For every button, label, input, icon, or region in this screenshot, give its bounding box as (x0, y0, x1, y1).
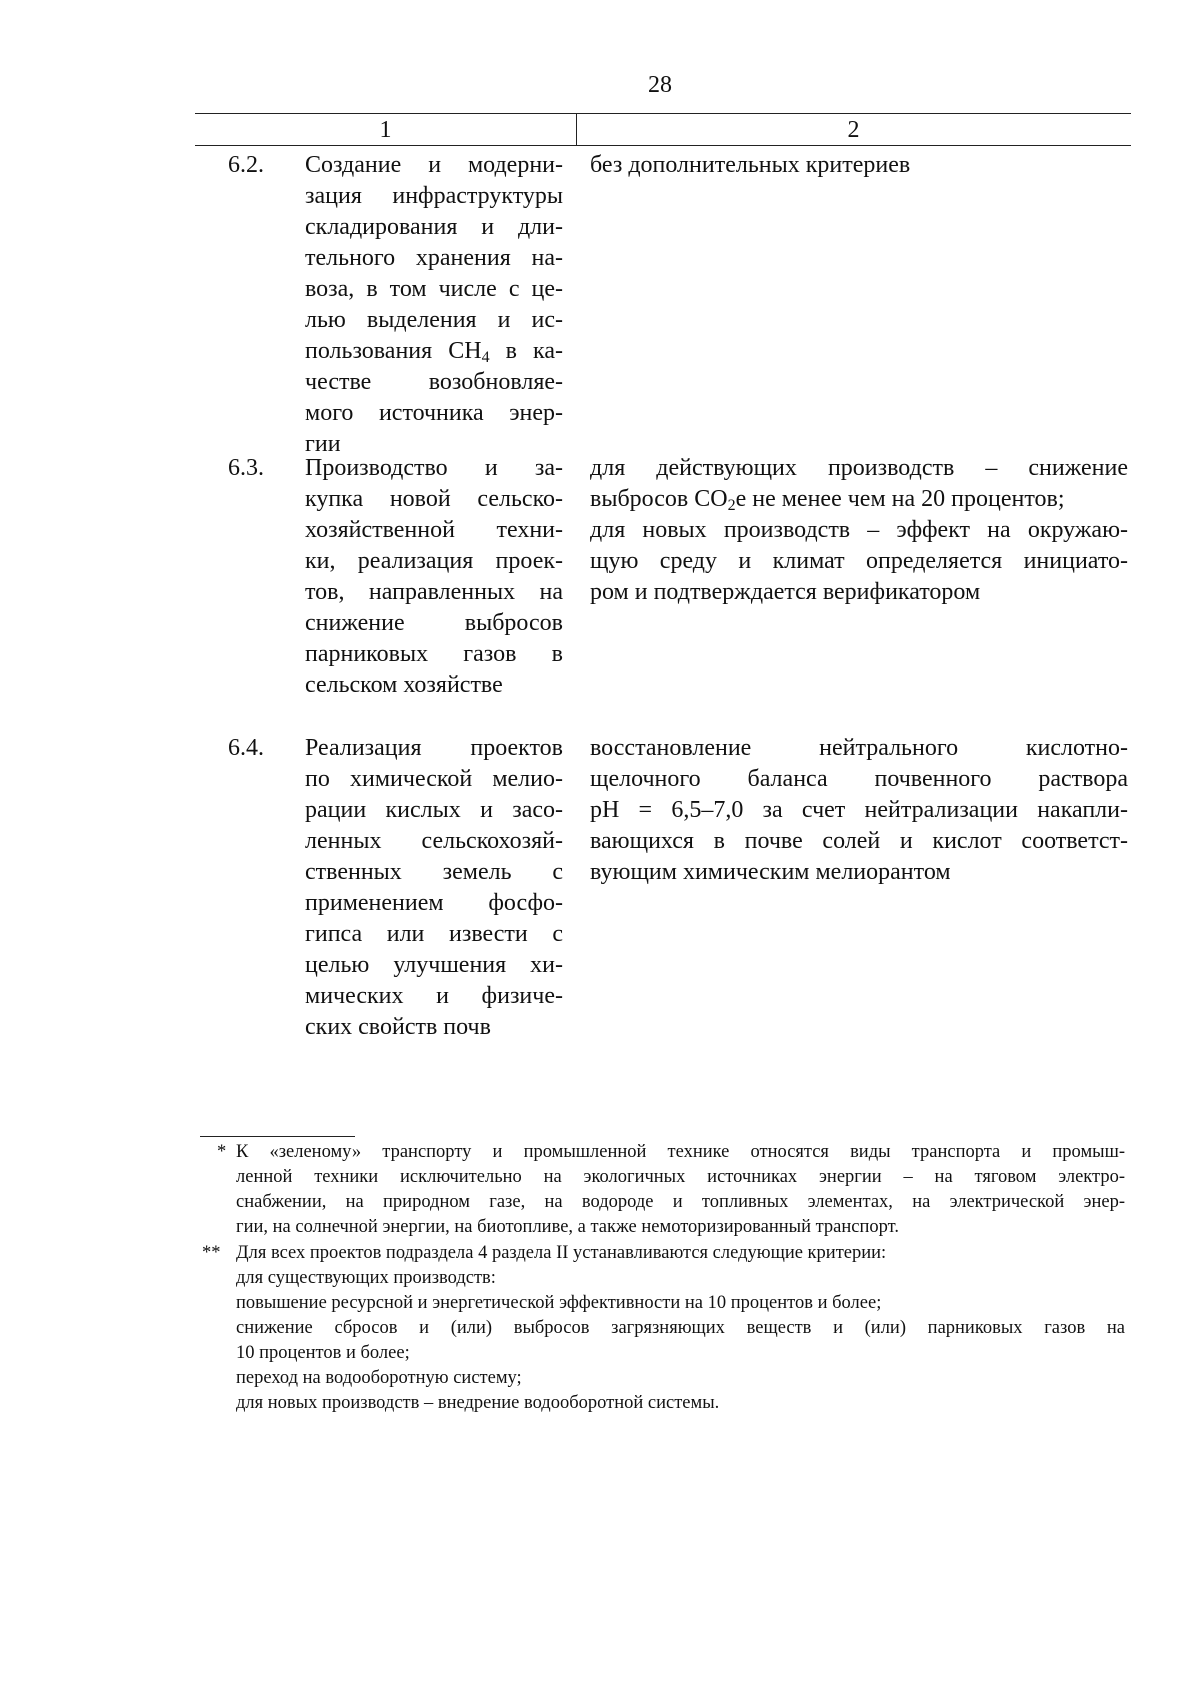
text-line: тельного хранения на- (305, 245, 563, 271)
row-number: 6.3. (228, 455, 264, 481)
text-line: снижение выбросов (305, 610, 563, 636)
text-line: рации кислых и засо- (305, 797, 563, 823)
footnote-text (236, 1140, 1125, 1240)
row-number: 6.2. (228, 152, 264, 178)
text-line: ром и подтверждается верификатором (590, 579, 981, 605)
text-line: Для всех проектов подраздела 4 раздела II устанавливаются следующие критерии: (236, 1243, 887, 1263)
footnote-marker: * (217, 1142, 227, 1162)
table-top-rule (195, 113, 1131, 114)
text-line: ских свойств почв (305, 1014, 491, 1040)
text-line: складирования и дли- (305, 214, 563, 240)
text-line: целью улучшения хи- (305, 952, 563, 978)
text-line (590, 484, 1128, 515)
text-line: мических и физиче- (305, 983, 563, 1009)
text-line: 10 процентов и более; (236, 1343, 410, 1363)
footnote-separator (200, 1136, 355, 1137)
column-header-2: 2 (847, 117, 860, 143)
text-line: щелочного баланса почвенного раствора (590, 766, 1128, 792)
text-line: восстановление нейтрального кислотно- (590, 735, 1128, 761)
text-line: без дополнительных критериев (590, 152, 911, 178)
footnote-2 (200, 1241, 1125, 1416)
row-criteria (590, 453, 1128, 608)
text-line: ки, реализация проек- (305, 548, 563, 574)
text-line: Реализация проектов (305, 735, 563, 761)
subscript: 2 (727, 497, 736, 514)
row-description (305, 150, 563, 460)
text-line: для новых производств – эффект на окружаю- (590, 517, 1128, 543)
footnote-1 (200, 1140, 1125, 1240)
text-fragment: e не менее чем на 20 процентов; (735, 486, 1065, 512)
text-line: гии, на солнечной энергии, на биотопливе, а также немоторизированный транспорт. (236, 1217, 899, 1237)
text-line: снабжении, на природном газе, на водороде и топливных элементах, на электрической энер- (236, 1192, 1125, 1212)
text-line: гии (305, 431, 341, 457)
text-line: хозяйственной техни- (305, 517, 563, 543)
text-line: вающихся в почве солей и кислот соответст- (590, 828, 1128, 854)
text-line: мого источника энер- (305, 400, 563, 426)
text-line: сельском хозяйстве (305, 672, 503, 698)
footnote-marker: ** (202, 1243, 221, 1263)
column-header-1: 1 (379, 117, 392, 143)
text-line: ственных земель с (305, 859, 563, 885)
table-header-rule (195, 145, 1131, 146)
row-description (305, 453, 563, 701)
text-line: тов, направленных на (305, 579, 563, 605)
text-line: К «зеленому» транспорту и промышленной технике относятся виды транспорта и промыш- (236, 1142, 1125, 1162)
text-line: щую среду и климат определяется инициато- (590, 548, 1128, 574)
text-line: по химической мелио- (305, 766, 563, 792)
text-line: купка новой сельско- (305, 486, 563, 512)
text-line: pH = 6,5–7,0 за счет нейтрализации накапли- (590, 797, 1128, 823)
row-criteria (590, 733, 1128, 888)
text-line: для новых производств – внедрение водооборотной системы. (236, 1393, 720, 1413)
text-line: применением фосфо- (305, 890, 563, 916)
text-line: Производство и за- (305, 455, 563, 481)
text-fragment: выбросов CO (590, 486, 728, 512)
text-line: парниковых газов в (305, 641, 563, 667)
row-number: 6.4. (228, 735, 264, 761)
text-line: зация инфраструктуры (305, 183, 563, 209)
row-criteria (590, 150, 1128, 181)
text-line: ленной техники исключительно на экологичных источниках энергии – на тяговом электро- (236, 1167, 1125, 1187)
text-line: воза, в том числе с це- (305, 276, 563, 302)
page-number: 28 (648, 72, 672, 98)
text-line: снижение сбросов и (или) выбросов загрязняющих веществ и (или) парниковых газов на (236, 1318, 1125, 1338)
text-line: лью выделения и ис- (305, 307, 563, 333)
text-line: для существующих производств: (236, 1268, 496, 1288)
subscript: 4 (481, 349, 490, 366)
row-description (305, 733, 563, 1043)
text-line: ленных сельскохозяй- (305, 828, 563, 854)
text-line (305, 336, 563, 367)
text-fragment: пользования CH (305, 338, 482, 364)
text-line: гипса или извести с (305, 921, 563, 947)
text-line: повышение ресурсной и энергетической эффективности на 10 процентов и более; (236, 1293, 882, 1313)
text-line: переход на водооборотную систему; (236, 1368, 522, 1388)
text-fragment: в ка- (489, 338, 563, 364)
text-line: вующим химическим мелиорантом (590, 859, 951, 885)
text-line: Создание и модерни- (305, 152, 563, 178)
text-line: честве возобновляе- (305, 369, 563, 395)
footnote-text (236, 1241, 1125, 1416)
text-line: для действующих производств – снижение (590, 455, 1128, 481)
